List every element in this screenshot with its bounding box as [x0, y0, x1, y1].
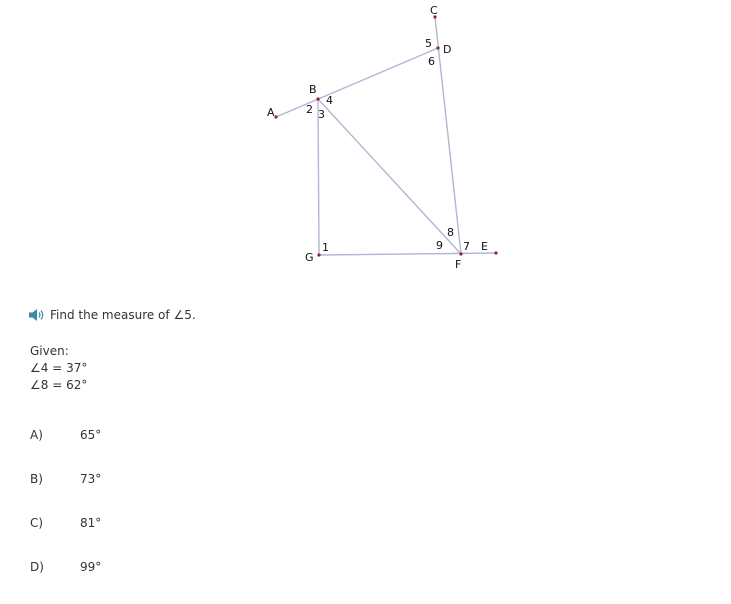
- point-a: [274, 115, 277, 118]
- label-point-c: C: [430, 4, 438, 17]
- segment-b-f: [318, 99, 461, 254]
- label-point-g: G: [305, 251, 314, 264]
- choice-c[interactable]: [30, 516, 330, 560]
- point-d: [436, 46, 439, 49]
- angle-label-5: 5: [425, 37, 432, 50]
- angle-label-3: 3: [318, 108, 325, 121]
- given-fact: ∠4 = 37°: [30, 361, 88, 375]
- label-point-f: F: [455, 258, 462, 271]
- geometry-figure: [0, 0, 731, 300]
- angle-label-8: 8: [447, 226, 454, 239]
- label-point-a: A: [267, 106, 275, 119]
- choice-b[interactable]: [30, 472, 330, 516]
- angle-label-9: 9: [436, 239, 443, 252]
- angle-label-4: 4: [326, 94, 333, 107]
- label-point-b: B: [309, 83, 317, 96]
- choice-value: 65°: [80, 428, 102, 442]
- given-block: [30, 343, 87, 394]
- choice-letter: C): [30, 516, 44, 530]
- choice-value: 73°: [80, 472, 102, 486]
- question-text: Find the measure of ∠5.: [50, 308, 196, 322]
- given-label: Given:: [30, 344, 69, 358]
- label-point-e: E: [481, 240, 488, 253]
- segment-a-d: [276, 48, 438, 117]
- choice-d[interactable]: [30, 560, 330, 604]
- given-fact: ∠8 = 62°: [30, 378, 88, 392]
- speaker-icon[interactable]: [28, 308, 46, 322]
- point-g: [317, 253, 320, 256]
- choice-letter: A): [30, 428, 43, 442]
- choice-value: 81°: [80, 516, 102, 530]
- question: [28, 308, 196, 322]
- angle-label-7: 7: [463, 240, 470, 253]
- point-e: [494, 251, 497, 254]
- choice-letter: B): [30, 472, 43, 486]
- angle-label-6: 6: [428, 55, 435, 68]
- segment-g-e: [319, 253, 496, 255]
- choice-a[interactable]: [30, 428, 330, 472]
- segment-b-g: [318, 99, 319, 255]
- point-b: [316, 97, 319, 100]
- choice-letter: D): [30, 560, 44, 574]
- angle-label-1: 1: [322, 241, 329, 254]
- angle-label-2: 2: [306, 103, 313, 116]
- label-point-d: D: [443, 43, 452, 56]
- choice-value: 99°: [80, 560, 102, 574]
